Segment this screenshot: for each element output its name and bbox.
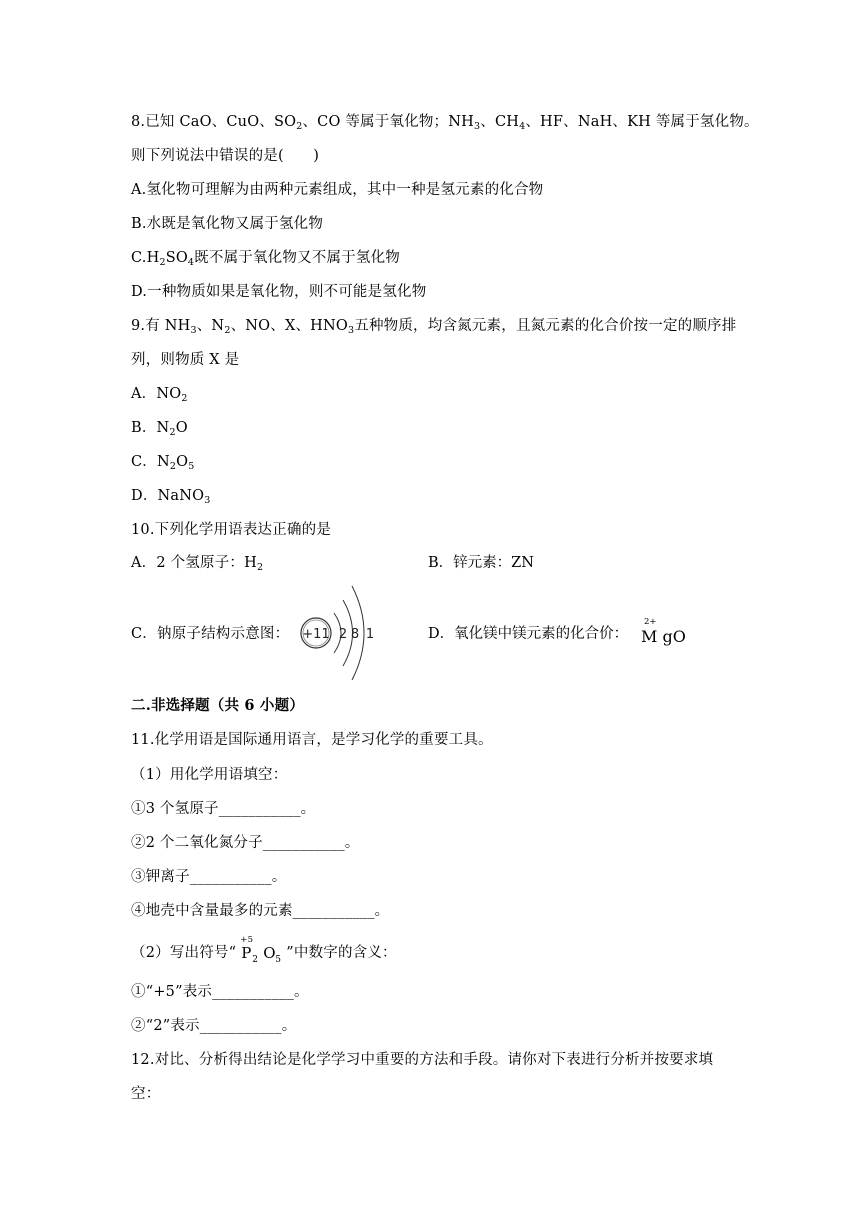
- shell-electrons-3: 1: [365, 627, 375, 642]
- q9-option-b: B．$N_2O$: [131, 420, 188, 438]
- q10-option-d: D．氧化镁中镁元素的化合价：: [428, 626, 629, 642]
- q11-part2: （2）写出符号“ +5 P 2 O 5 ”中数字的含义：: [131, 935, 397, 965]
- q11-item3: ③钾离子___________。: [131, 869, 287, 885]
- q10-option-c: C．钠原子结构示意图：: [131, 626, 290, 642]
- nucleus-charge: +11: [302, 627, 330, 642]
- q8-option-b: B.水既是氧化物又属于氢化物: [131, 216, 324, 232]
- q11-subitem1: ①“+5”表示___________。: [131, 984, 309, 1000]
- section-heading: 二.非选择题（共 6 小题）: [131, 697, 305, 714]
- q9-option-c: C．$N_2O_5$: [131, 454, 195, 472]
- q8-line2: 则下列说法中错误的是( ): [131, 148, 320, 164]
- q12-line2: 空：: [131, 1086, 161, 1102]
- q11-subitem2: ②“2”表示___________。: [131, 1018, 297, 1034]
- q9-line2: 列，则物质 X 是: [131, 352, 240, 368]
- q10-option-b: B．锌元素：ZN: [428, 555, 534, 571]
- q8-option-a: A.氢化物可理解为由两种元素组成，其中一种是氢元素的化合物: [131, 182, 544, 198]
- q10-stem: 10.下列化学用语表达正确的是: [131, 522, 332, 538]
- q10-option-a: A．2 个氢原子：$H_2$: [131, 555, 264, 573]
- q9-line1: 9.有 $NH_3$、$N_2$、NO、X、$HNO_3$五种物质，均含氮元素，且氮元素的化合价按一定的顺序排: [131, 318, 737, 336]
- shell-electrons-2: 8: [350, 627, 360, 642]
- sodium-atom-diagram: [296, 580, 386, 682]
- q11-item2: ②2 个二氧化氮分子___________。: [131, 835, 360, 851]
- q8-option-d: D.一种物质如果是氧化物，则不可能是氢化物: [131, 284, 427, 300]
- q11-item4: ④地壳中含量最多的元素___________。: [131, 903, 390, 919]
- valence-symbol: M gO: [641, 627, 686, 646]
- q8-line1: 8.已知 CaO、CuO、$SO_2$、CO 等属于氧化物；$NH_3$、$CH_4$、HF、NaH、KH 等属于氢化物。: [131, 114, 759, 132]
- q11-stem: 11.化学用语是国际通用语言，是学习化学的重要工具。: [131, 732, 493, 748]
- q9-option-a: A．$NO_2$: [131, 386, 188, 404]
- q12-line1: 12.对比、分析得出结论是化学学习中重要的方法和手段。请你对下表进行分析并按要求填: [131, 1052, 714, 1068]
- magnesium-valence-formula: [637, 617, 697, 651]
- q9-option-d: D．NaNO$_3$: [131, 488, 211, 506]
- p2o5-formula: +5 P 2 O 5: [240, 935, 282, 965]
- q11-part1: （1）用化学用语填空：: [131, 767, 288, 783]
- valence-superscript: 2+: [644, 617, 657, 627]
- q11-item1: ①3 个氢原子___________。: [131, 801, 316, 817]
- shell-electrons-1: 2: [338, 627, 348, 642]
- q8-option-c: $C.H_2SO_4$既不属于氧化物又不属于氢化物: [131, 250, 400, 268]
